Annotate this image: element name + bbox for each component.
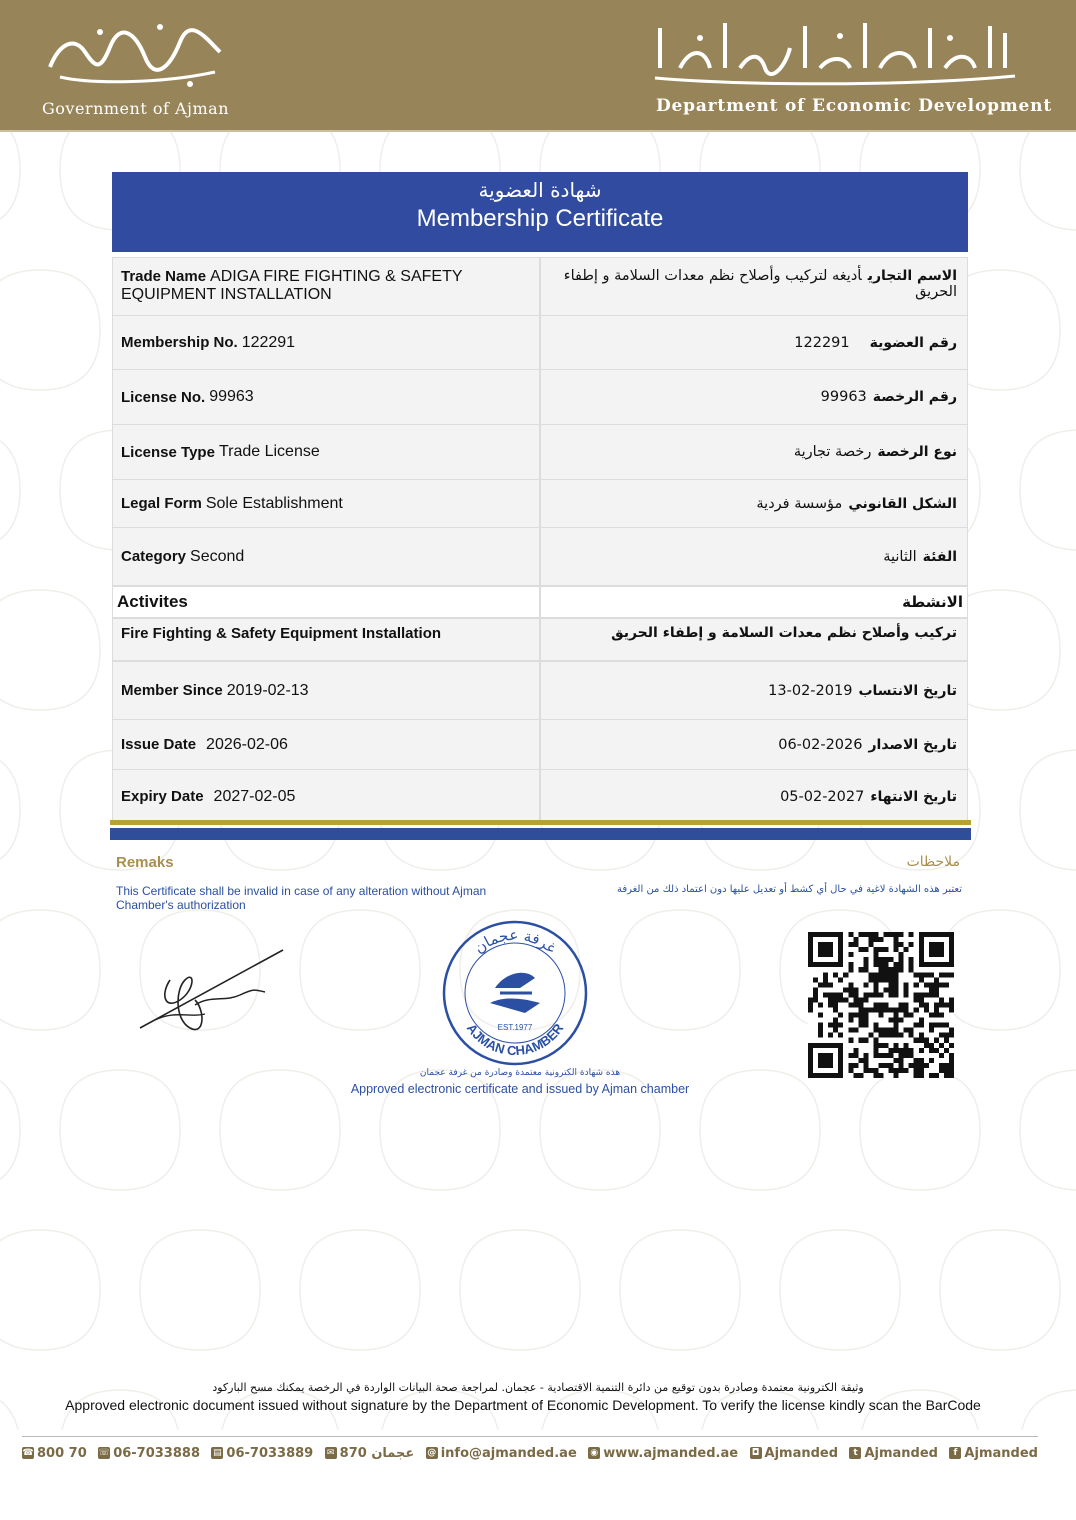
license-no-value-ar: 99963 xyxy=(820,389,867,405)
email-icon: @ xyxy=(427,1448,437,1458)
page-header xyxy=(0,0,1076,132)
stamp-name-en: AJMAN CHAMBER xyxy=(463,1020,567,1059)
web-icon: ◉ xyxy=(588,1447,600,1459)
footer-twitter[interactable]: t Ajmanded xyxy=(849,1446,938,1461)
footer-divider xyxy=(22,1436,1038,1437)
trade-name-label: Trade Name xyxy=(121,268,207,285)
membership-no-value: 122291 xyxy=(241,333,296,351)
issue-date-label: Issue Date xyxy=(121,736,197,753)
verification-qr-code[interactable] xyxy=(808,932,954,1078)
trade-name-value: ADIGA FIRE FIGHTING & SAFETY EQUIPMENT INSTALLATION xyxy=(121,268,463,303)
department-name-en: Department of Economic Development xyxy=(656,96,1052,116)
row-member-since xyxy=(112,660,968,719)
certificate-title-en: Membership Certificate xyxy=(416,205,664,232)
activities-header-en: Activites xyxy=(112,587,539,617)
category-label: Category xyxy=(121,548,187,565)
twitter-icon: t xyxy=(849,1447,861,1459)
certificate-title-ar: شهادة العضوية xyxy=(478,178,602,202)
footnote-ar: وثيقة الكترونية معتمدة وصادرة بدون توقيع من دائرة التنمية الاقتصادية - عجمان. لمراجعة صحة البيانات الواردة في الرخصة يمكنك مسح الباركود xyxy=(212,1381,864,1394)
government-of-ajman-logo xyxy=(40,12,230,92)
remarks-note-en: This Certificate shall be invalid in case of any alteration without Ajman Chamber's authorization xyxy=(116,884,487,912)
remarks-title-ar: ملاحظات xyxy=(906,854,960,870)
remarks-note-ar: تعتبر هذه الشهادة لاغية في حال أي كشط أو تعديل عليها دون اعتماد ذلك من الغرفة xyxy=(616,884,962,895)
blue-divider xyxy=(110,828,971,840)
membership-no-label-ar: رقم العضوية xyxy=(869,334,957,351)
legal-form-label: Legal Form xyxy=(121,495,202,512)
facebook-icon: f xyxy=(949,1447,961,1459)
row-legal-form xyxy=(112,479,968,527)
row-issue-date xyxy=(112,719,968,769)
telephone-icon: ☏ xyxy=(98,1448,110,1458)
footer-telephone[interactable]: ☏ 06-7033888 xyxy=(98,1445,200,1461)
issue-date-label-ar: تاريخ الاصدار xyxy=(868,736,957,753)
footer-facebook[interactable]: f Ajmanded xyxy=(949,1446,1038,1461)
activity-ar: تركيب وأصلاح نظم معدات السلامة و إطفاء الحريق xyxy=(539,619,968,660)
certificate-title-bar xyxy=(112,172,968,252)
mailbox-icon: ✉ xyxy=(325,1447,337,1459)
government-name-en: Government of Ajman xyxy=(42,99,230,118)
member-since-label-ar: تاريخ الانتساب xyxy=(858,682,957,699)
category-value-ar: الثانية xyxy=(883,548,917,565)
row-license-type xyxy=(112,424,968,479)
license-type-label: License Type xyxy=(121,443,215,461)
footer-pobox: ✉ 870 عجمان xyxy=(325,1446,415,1461)
stamp-caption-en: Approved electronic certificate and issued by Ajman chamber xyxy=(350,1082,690,1096)
expiry-date-value: 2027-02-05 xyxy=(213,787,296,805)
membership-no-value-ar: 122291 xyxy=(794,334,850,351)
stamp-caption-ar: هذه شهادة الكترونية معتمدة وصادرة من غرفة عجمان xyxy=(419,1068,621,1078)
phone-icon: ☎ xyxy=(22,1448,34,1458)
license-type-label-ar: نوع الرخصة xyxy=(877,444,957,460)
expiry-date-value-ar: 05-02-2027 xyxy=(780,788,865,805)
member-since-label: Member Since xyxy=(121,682,223,699)
member-since-value: 2019-02-13 xyxy=(226,681,309,699)
footer-email[interactable]: @ info@ajmanded.ae xyxy=(427,1445,577,1461)
trade-name-label-ar: الاسم التجاري xyxy=(867,268,957,284)
footer-phone[interactable]: ☎ 800 70 xyxy=(22,1445,87,1461)
row-license-no xyxy=(112,369,968,424)
activity-en: Fire Fighting & Safety Equipment Installation xyxy=(112,619,539,660)
footer-website[interactable]: ◉ www.ajmanded.ae xyxy=(588,1446,738,1461)
legal-form-value-ar: مؤسسة فردية xyxy=(756,495,843,512)
footer-fax[interactable]: ▤ 06-7033889 xyxy=(213,1445,314,1461)
certificate-details-table xyxy=(112,257,968,824)
ajman-chamber-stamp xyxy=(440,918,590,1068)
legal-form-value: Sole Establishment xyxy=(205,494,343,512)
stamp-name-ar: غرفة عجمان xyxy=(470,925,560,958)
instagram-icon: ◘ xyxy=(750,1447,762,1459)
remarks-title-en: Remaks xyxy=(116,854,174,871)
row-membership-no xyxy=(112,315,968,369)
category-value: Second xyxy=(190,547,245,565)
row-expiry-date xyxy=(112,769,968,824)
license-no-label: License No. xyxy=(121,388,206,406)
expiry-date-label: Expiry Date xyxy=(121,788,204,805)
row-activity xyxy=(112,617,968,660)
row-category xyxy=(112,527,968,585)
license-type-value-ar: رخصة تجارية xyxy=(793,444,872,460)
stamp-est: EST.1977 xyxy=(497,1023,533,1032)
gold-divider xyxy=(110,820,971,825)
license-type-value: Trade License xyxy=(218,443,320,460)
issue-date-value-ar: 06-02-2026 xyxy=(778,736,863,753)
trade-name-value-ar: أديغه لتركيب وأصلاح نظم معدات السلامة و إطفاء الحريق xyxy=(563,268,957,300)
activities-header-ar: الانشطة xyxy=(539,587,968,617)
legal-form-label-ar: الشكل القانوني xyxy=(848,495,957,512)
department-logo-arabic xyxy=(650,8,1020,94)
issue-date-value: 2026-02-06 xyxy=(206,735,288,753)
row-trade-name xyxy=(112,257,968,315)
membership-no-label: Membership No. xyxy=(121,334,238,351)
footnote-en: Approved electronic document issued without signature by the Department of Economic Development. To verify the license kindly scan the BarCode xyxy=(65,1397,981,1413)
license-no-label-ar: رقم الرخصة xyxy=(872,389,957,405)
contact-footer xyxy=(22,1443,1038,1463)
expiry-date-label-ar: تاريخ الانتهاء xyxy=(870,788,957,805)
fax-icon: ▤ xyxy=(213,1448,222,1458)
category-label-ar: الفئة xyxy=(922,548,957,565)
signature-image xyxy=(135,940,295,1040)
license-no-value: 99963 xyxy=(209,388,254,405)
member-since-value-ar: 13-02-2019 xyxy=(768,682,853,699)
row-activities-header xyxy=(112,585,968,617)
footer-instagram[interactable]: ◘ Ajmanded xyxy=(750,1446,839,1461)
